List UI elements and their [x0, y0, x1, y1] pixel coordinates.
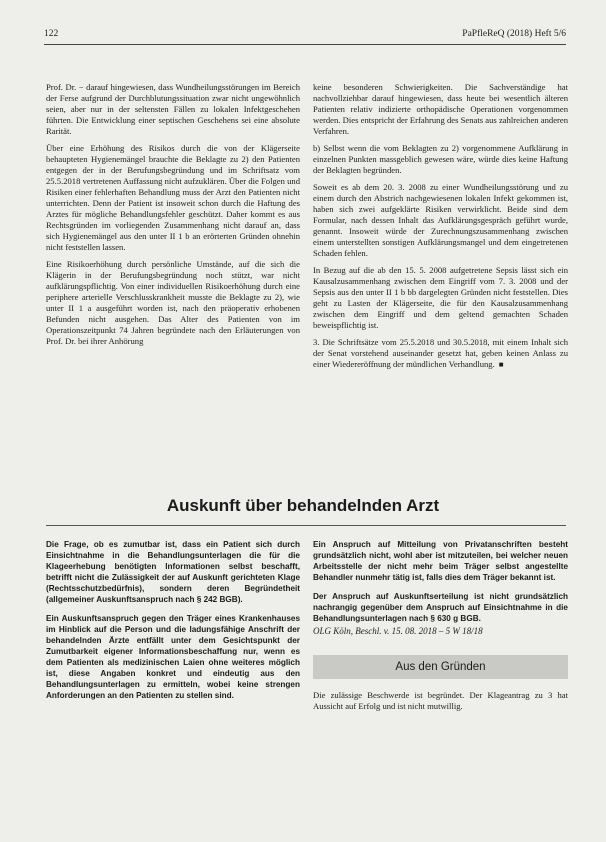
paragraph: Prof. Dr. − darauf hingewiesen, dass Wundheilungsstörungen im Bereich der Ferse aufgrund der Durchblutungssituation zwar nicht ungewöhnlich seien, aber nur in der seltensten Fällen zu lokalen Infektgeschehen führten. Die Entwicklung einer septischen Geschehens sei eine absolute Rarität. [46, 82, 300, 136]
headnote: Der Anspruch auf Auskunftserteilung ist nicht grundsätzlich nachrangig gegenüber dem Anspruch auf Einsichtnahme in die Behandlungsunterlagen nach § 630 g BGB. [313, 592, 568, 623]
upper-left-column [46, 82, 300, 353]
subheading: Aus den Gründen [395, 661, 486, 673]
grounds-text: Die zulässige Beschwerde ist begründet. Der Klageantrag zu 3 hat Aussicht auf Erfolg und ist nicht mutwillig. [313, 690, 568, 711]
page-number: 122 [44, 29, 59, 39]
paragraph: Soweit es ab dem 20. 3. 2008 zu einer Wundheilungsstörung und zu einem durch den Abstrich nachgewiesenen lokalen Infekt gekommen ist, haben sich zwei aufgeklärte Risiken verwirklicht. Beide sind dem Formular, nach dessen Inhalt das Aufklärungsgespräch geführt wurde, genannt. Insoweit würde der Zurechnungszusammenhang zwischen einem unterstellten sonstigen Aufklärungsmangel und dem eingetretenen Schaden fehlen. [313, 182, 568, 258]
paragraph: keine besonderen Schwierigkeiten. Die Sachverständige hat nachvollziehbar darauf hingewiesen, dass heute bei wesentlich älteren Patienten relativ indizierte orthopädische Operationen vorgenommen werden. Dies entspricht der Erfahrung des Senats aus zahlreichen anderen Verfahren. [313, 82, 568, 136]
paragraph: b) Selbst wenn die vom Beklagten zu 2) vorgenommene Aufklärung in einzelnen Punkten massgeblich gewesen wäre, würde dies keine Haftung der Beklagten begründen. [313, 143, 568, 175]
section-title: Auskunft über behandelnden Arzt [166, 496, 440, 515]
headnotes-left [46, 539, 300, 709]
subheading-box [313, 655, 568, 679]
headnote: Ein Auskunftsanspruch gegen den Träger eines Krankenhauses im Hinblick auf die Person und die ladungsfähige Anschrift der behandelnden Ärzte entfällt unter dem Gesichtspunkt der Zumutbarkeit eigener Informationsbeschaffung nur, wenn es dem Patienten als medizinischen Laien ohne weiteres möglich ist, diese Angaben konkret und eindeutig aus den Behandlungsunterlagen zu ermitteln, wobei keine strengen Anforderungen an den Patienten zu stellen sind. [46, 614, 300, 700]
headnotes-right [313, 539, 568, 632]
paragraph-text: 3. Die Schriftsätze vom 25.5.2018 und 30.5.2018, mit einem Inhalt sich der Senat vorstehend auseinander gesetzt hat, geben keinen Anlass zu einer Wiedereröffnung der mündlichen Verhandlung. [313, 337, 568, 369]
headnote: Ein Anspruch auf Mitteilung von Privatanschriften besteht grundsätzlich nicht, wohl aber ist mitzuteilen, bei welcher neuen Arbeitsstelle der nicht mehr beim Träger selbst angestellte Behandler nunmehr tätig ist, falls dies dem Träger bekannt ist. [313, 540, 568, 582]
section-rule [46, 525, 566, 526]
paragraph: Über eine Erhöhung des Risikos durch die von der Klägerseite behaupteten Hygienemängel brauchte die Beklagte zu 2) den Patienten entgegen der in der Berufungsbegründung und im Schriftsatz vom 25.5.2018 vertretenen Auffassung nicht aufzuklären. Über die Folgen und Risiken einer fehlerhaften Behandlung muss der Arzt den Patienten nicht unterrichten. Denn der Patient ist insoweit schon durch die Haftung des Arztes für mögliche Behandlungsfehler geschützt. Daher kommt es aus Rechtsgründen im vorliegenden Zusammenhang nicht darauf an, dass sich Hygienemängel aus den unter II 1 b an erörterten Gründen ohnehin nicht feststellen lassen. [46, 143, 300, 252]
header-rule [44, 44, 566, 45]
upper-right-column [313, 82, 568, 376]
court-citation: OLG Köln, Beschl. v. 15. 08. 2018 – 5 W 18/18 [313, 626, 483, 636]
paragraph: Eine Risikoerhöhung durch persönliche Umstände, auf die sich die Klägerin in der Berufungsbegründung noch stützt, war nicht aufklärungspflichtig. Von einer individuellen Risikoerhöhung durch eine periphere arterielle Verschlusskrankheit musste die Beklagte zu 2), wie unter II 1 a ausgeführt worden ist, nach den präoperativ erhobenen Befunden nicht ausgehen. Das Alter des Patienten von im Operationszeitpunkt 74 Jahren begründete nach den Erläuterungen von Prof. Dr. bei ihrer Anhörung [46, 259, 300, 346]
journal-header: PaPfleReQ (2018) Heft 5/6 [462, 29, 566, 39]
headnote: Die Frage, ob es zumutbar ist, dass ein Patient sich durch Einsichtnahme in die Behandlungsunterlagen die für die Klageerhebung benötigten Informationen selbst beschafft, betrifft nicht die Zulässigkeit der auf Auskunft gerichteten Klage (Rechtsschutzbedürfnis), sondern deren Begründetheit (allgemeiner Auskunftsanspruch nach § 242 BGB). [46, 540, 300, 604]
end-mark-icon: ■ [498, 360, 504, 369]
paragraph [313, 337, 568, 370]
paragraph: In Bezug auf die ab den 15. 5. 2008 aufgetretene Sepsis lässt sich ein Kausalzusammenhang zwischen dem Eingriff vom 7. 3. 2008 und der Sepsis aus den unter II 1 b bb dargelegten Gründen nicht feststellen. Dies geht zu Lasten der Klägerseite, die für den Kausalzusammenhang zwischen dem Eingriff und dem geltend gemachten Schaden beweispflichtig ist. [313, 265, 568, 330]
